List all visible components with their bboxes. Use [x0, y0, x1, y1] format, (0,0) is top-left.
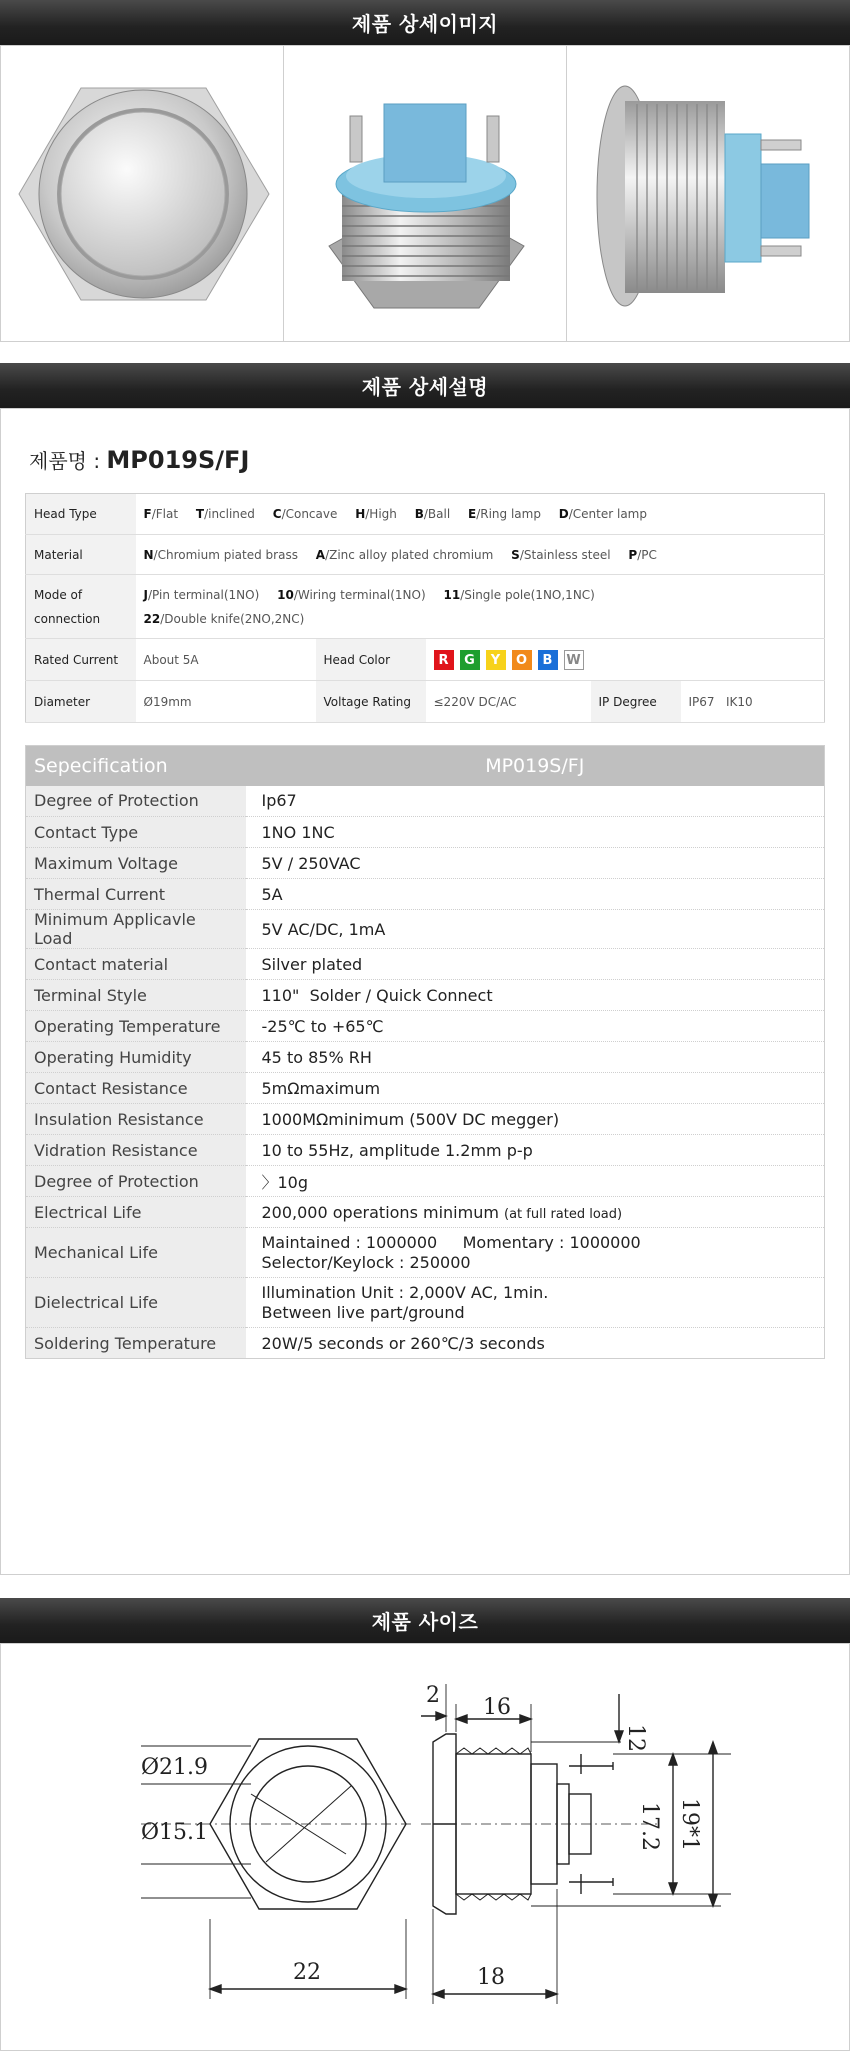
- button-front-illustration: [1, 46, 284, 341]
- spec-label: Vidration Resistance: [26, 1135, 246, 1166]
- spec-value: 5V / 250VAC: [246, 848, 825, 879]
- table-row: [26, 1328, 825, 1359]
- option-row-diameter-voltage: [26, 681, 825, 723]
- images-section-title: [0, 0, 850, 45]
- head-type-values: F/Flat T/inclined C/Concave H/High B/Ball E/Ring lamp D/Center lamp: [136, 494, 825, 535]
- product-photo-row: [0, 45, 850, 342]
- table-row: [26, 910, 825, 949]
- spec-label: Contact Resistance: [26, 1073, 246, 1104]
- height-b-label: 19*1: [677, 1798, 702, 1851]
- color-chip-yellow: Y: [486, 650, 506, 670]
- spec-label: Insulation Resistance: [26, 1104, 246, 1135]
- hex-width-label: 22: [293, 1960, 321, 1985]
- spec-value: 45 to 85% RH: [246, 1042, 825, 1073]
- spec-value: 110" Solder / Quick Connect: [246, 980, 825, 1011]
- product-photo-front: [1, 46, 284, 341]
- specification-table: [25, 745, 825, 1359]
- spec-label: Operating Temperature: [26, 1011, 246, 1042]
- spec-value: 10 to 55Hz, amplitude 1.2mm p-p: [246, 1135, 825, 1166]
- ip-degree-value: IP67 IK10: [681, 681, 825, 723]
- spec-value: Illumination Unit : 2,000V AC, 1min. Between live part/ground: [246, 1278, 825, 1328]
- spec-value: Maintained : 1000000 Momentary : 1000000 Selector/Keylock : 250000: [246, 1228, 825, 1278]
- voltage-rating-value: ≤220V DC/AC: [426, 681, 591, 723]
- diameter-value: Ø19mm: [136, 681, 316, 723]
- spec-value: 1000MΩminimum (500V DC megger): [246, 1104, 825, 1135]
- option-label: Material: [26, 535, 136, 575]
- spec-value: 20W/5 seconds or 260℃/3 seconds: [246, 1328, 825, 1359]
- option-label: Head Type: [26, 494, 136, 535]
- option-label: Head Color: [316, 639, 426, 681]
- product-photo-side: [567, 46, 849, 341]
- spec-value: -25℃ to +65℃: [246, 1011, 825, 1042]
- spec-value: 5V AC/DC, 1mA: [246, 910, 825, 949]
- body-length-label: 18: [477, 1965, 505, 1990]
- color-chip-blue: B: [538, 650, 558, 670]
- option-row-head-type: [26, 494, 825, 535]
- inner-diameter-label: Ø15.1: [141, 1820, 209, 1845]
- table-row: [26, 1135, 825, 1166]
- size-section-title: [0, 1598, 850, 1643]
- rated-current-value: About 5A: [136, 639, 316, 681]
- spec-value: 5mΩmaximum: [246, 1073, 825, 1104]
- head-color-chips: [426, 639, 825, 681]
- table-row: [26, 980, 825, 1011]
- detail-section-title: [0, 363, 850, 408]
- product-name-label: 제품명 :: [29, 449, 101, 473]
- detail-panel: [0, 408, 850, 1575]
- spec-value: 200,000 operations minimum (at full rated load): [246, 1197, 825, 1228]
- spec-label: Electrical Life: [26, 1197, 246, 1228]
- spec-label: Mechanical Life: [26, 1228, 246, 1278]
- spec-label: Thermal Current: [26, 879, 246, 910]
- top-gap-label: 12: [623, 1724, 648, 1752]
- option-label: Voltage Rating: [316, 681, 426, 723]
- color-chip-orange: O: [512, 650, 532, 670]
- table-row: [26, 1073, 825, 1104]
- spec-value: 〉10g: [246, 1166, 825, 1197]
- spec-label: Dielectrical Life: [26, 1278, 246, 1328]
- flange-width-label: 2: [426, 1683, 440, 1708]
- thread-length-label: 16: [483, 1695, 511, 1720]
- button-side-illustration: [567, 46, 849, 341]
- outer-diameter-label: Ø21.9: [141, 1755, 209, 1780]
- detail-title-text: 제품 상세설명: [361, 375, 489, 399]
- option-label: Rated Current: [26, 639, 136, 681]
- spec-label: Degree of Protection: [26, 786, 246, 817]
- spec-label: Degree of Protection: [26, 1166, 246, 1197]
- button-back-illustration: [284, 46, 567, 341]
- spec-label: Soldering Temperature: [26, 1328, 246, 1359]
- product-model-number: MP019S/FJ: [106, 446, 250, 474]
- table-row: [26, 1166, 825, 1197]
- dimension-drawing: [1, 1644, 849, 2050]
- color-chip-white: W: [564, 650, 584, 670]
- dimension-drawing-panel: [0, 1643, 850, 2051]
- color-chip-red: R: [434, 650, 454, 670]
- spec-header-label: Sepecification: [26, 746, 246, 786]
- table-row: [26, 879, 825, 910]
- table-row: [26, 1042, 825, 1073]
- images-title-text: 제품 상세이미지: [351, 12, 499, 36]
- spec-header-row: [26, 746, 825, 786]
- mode-values: J/Pin terminal(1NO) 10/Wiring terminal(1NO) 11/Single pole(1NO,1NC) 22/Double knife(2NO,2NC): [136, 575, 825, 639]
- spec-label: Terminal Style: [26, 980, 246, 1011]
- spec-value: Ip67: [246, 786, 825, 817]
- material-values: N/Chromium piated brass A/Zinc alloy plated chromium S/Stainless steel P/PC: [136, 535, 825, 575]
- product-name: [29, 445, 249, 474]
- product-photo-back: [284, 46, 567, 341]
- table-row: [26, 786, 825, 817]
- spec-header-model: MP019S/FJ: [246, 746, 825, 786]
- size-title-text: 제품 사이즈: [371, 1610, 479, 1634]
- table-row: [26, 848, 825, 879]
- table-row: [26, 949, 825, 980]
- table-row: [26, 1011, 825, 1042]
- option-label: IP Degree: [591, 681, 681, 723]
- height-a-label: 17.2: [637, 1802, 662, 1851]
- spec-label: Contact Type: [26, 817, 246, 848]
- option-row-material: [26, 535, 825, 575]
- spec-label: Operating Humidity: [26, 1042, 246, 1073]
- table-row: [26, 1228, 825, 1278]
- color-chip-green: G: [460, 650, 480, 670]
- table-row: [26, 817, 825, 848]
- option-row-mode: [26, 575, 825, 639]
- table-row: [26, 1104, 825, 1135]
- option-label: Diameter: [26, 681, 136, 723]
- spec-value: 1NO 1NC: [246, 817, 825, 848]
- option-row-current-color: [26, 639, 825, 681]
- option-table: [25, 493, 825, 723]
- table-row: [26, 1197, 825, 1228]
- spec-value: 5A: [246, 879, 825, 910]
- table-row: [26, 1278, 825, 1328]
- option-label: Mode of connection: [26, 575, 136, 639]
- spec-value: Silver plated: [246, 949, 825, 980]
- spec-label: Maximum Voltage: [26, 848, 246, 879]
- spec-label: Contact material: [26, 949, 246, 980]
- spec-label: Minimum Applicavle Load: [26, 910, 246, 949]
